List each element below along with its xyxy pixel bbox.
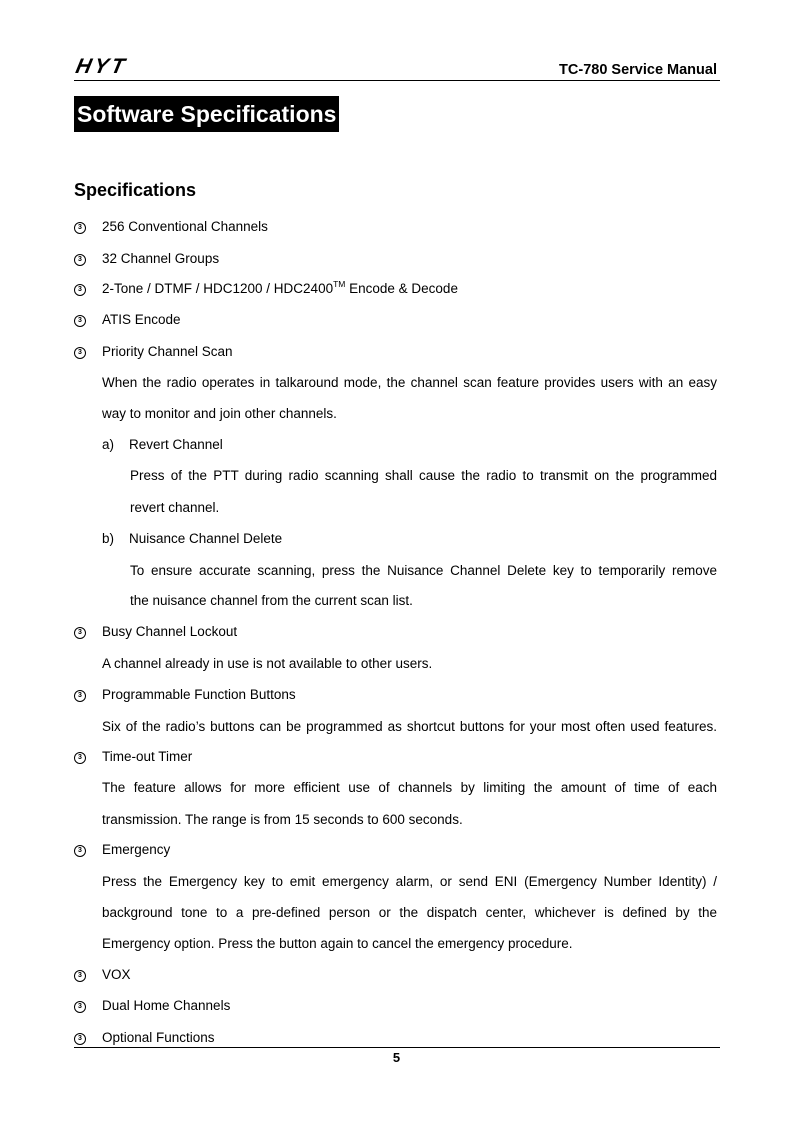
- sub-item-marker-a: a): [102, 437, 115, 452]
- spec-item-channel-groups: 32 Channel Groups: [102, 251, 220, 266]
- revert-desc-line-1: Press of the PTT during radio scanning shall cause the radio to transmit on the programmed: [130, 468, 717, 483]
- spec-item-priority-channel-scan: Priority Channel Scan: [102, 344, 233, 359]
- footer-divider: [74, 1047, 720, 1048]
- spec-item-conventional-channels: 256 Conventional Channels: [102, 219, 268, 234]
- spec-item-programmable-buttons: Programmable Function Buttons: [102, 687, 296, 702]
- bullet-icon: 3: [74, 315, 86, 327]
- spec-item-encode-decode: [102, 280, 458, 298]
- revert-desc-line-2: revert channel.: [130, 500, 220, 515]
- bullet-icon: 3: [74, 752, 86, 764]
- emergency-desc-line-1: Press the Emergency key to emit emergency alarm, or send ENI (Emergency Number Identity) /: [102, 874, 717, 889]
- spec-item-dual-home-channels: Dual Home Channels: [102, 998, 231, 1013]
- nuisance-desc-line-1: To ensure accurate scanning, press the Nuisance Channel Delete key to temporarily remove: [130, 563, 717, 578]
- header-divider: [74, 80, 720, 81]
- page-title: Software Specifications: [74, 96, 339, 132]
- spec-item-atis-encode: ATIS Encode: [102, 312, 181, 327]
- encode-decode-suffix: Encode & Decode: [345, 281, 458, 296]
- brand-logo: HYT: [73, 55, 130, 78]
- busy-lockout-desc: A channel already in use is not available to other users.: [102, 656, 433, 671]
- spec-item-emergency: Emergency: [102, 842, 171, 857]
- bullet-icon: 3: [74, 690, 86, 702]
- priority-scan-desc-line-2: way to monitor and join other channels.: [102, 406, 337, 421]
- timeout-desc-line-2: transmission. The range is from 15 seconds to 600 seconds.: [102, 812, 463, 827]
- programmable-desc: Six of the radio’s buttons can be programmed as shortcut buttons for your most often used features.: [102, 719, 717, 734]
- timeout-desc-line-1: The feature allows for more efficient use of channels by limiting the amount of time of each: [102, 780, 717, 795]
- spec-item-busy-channel-lockout: Busy Channel Lockout: [102, 624, 238, 639]
- sub-item-revert-channel: Revert Channel: [129, 437, 223, 452]
- sub-item-marker-b: b): [102, 531, 115, 546]
- manual-title: TC-780 Service Manual: [559, 62, 717, 78]
- bullet-icon: 3: [74, 1001, 86, 1013]
- sub-item-nuisance-channel-delete: Nuisance Channel Delete: [129, 531, 283, 546]
- spec-item-timeout-timer: Time-out Timer: [102, 749, 193, 764]
- priority-scan-desc-line-1: When the radio operates in talkaround mode, the channel scan feature provides users with an easy: [102, 375, 717, 390]
- page-number: 5: [392, 1050, 401, 1065]
- encode-decode-prefix: 2-Tone / DTMF / HDC1200 / HDC2400: [102, 281, 334, 296]
- spec-item-vox: VOX: [102, 967, 131, 982]
- trademark-mark: TM: [333, 279, 346, 289]
- bullet-icon: 3: [74, 970, 86, 982]
- bullet-icon: 3: [74, 347, 86, 359]
- bullet-icon: 3: [74, 222, 86, 234]
- nuisance-desc-line-2: the nuisance channel from the current scan list.: [130, 593, 413, 608]
- bullet-icon: 3: [74, 254, 86, 266]
- bullet-icon: 3: [74, 845, 86, 857]
- emergency-desc-line-2: background tone to a pre-defined person or the dispatch center, whichever is defined by the: [102, 905, 717, 920]
- bullet-icon: 3: [74, 284, 86, 296]
- bullet-icon: 3: [74, 1033, 86, 1045]
- section-subheading: Specifications: [74, 180, 197, 200]
- spec-item-optional-functions: Optional Functions: [102, 1030, 215, 1045]
- emergency-desc-line-3: Emergency option. Press the button again to cancel the emergency procedure.: [102, 936, 573, 951]
- bullet-icon: 3: [74, 627, 86, 639]
